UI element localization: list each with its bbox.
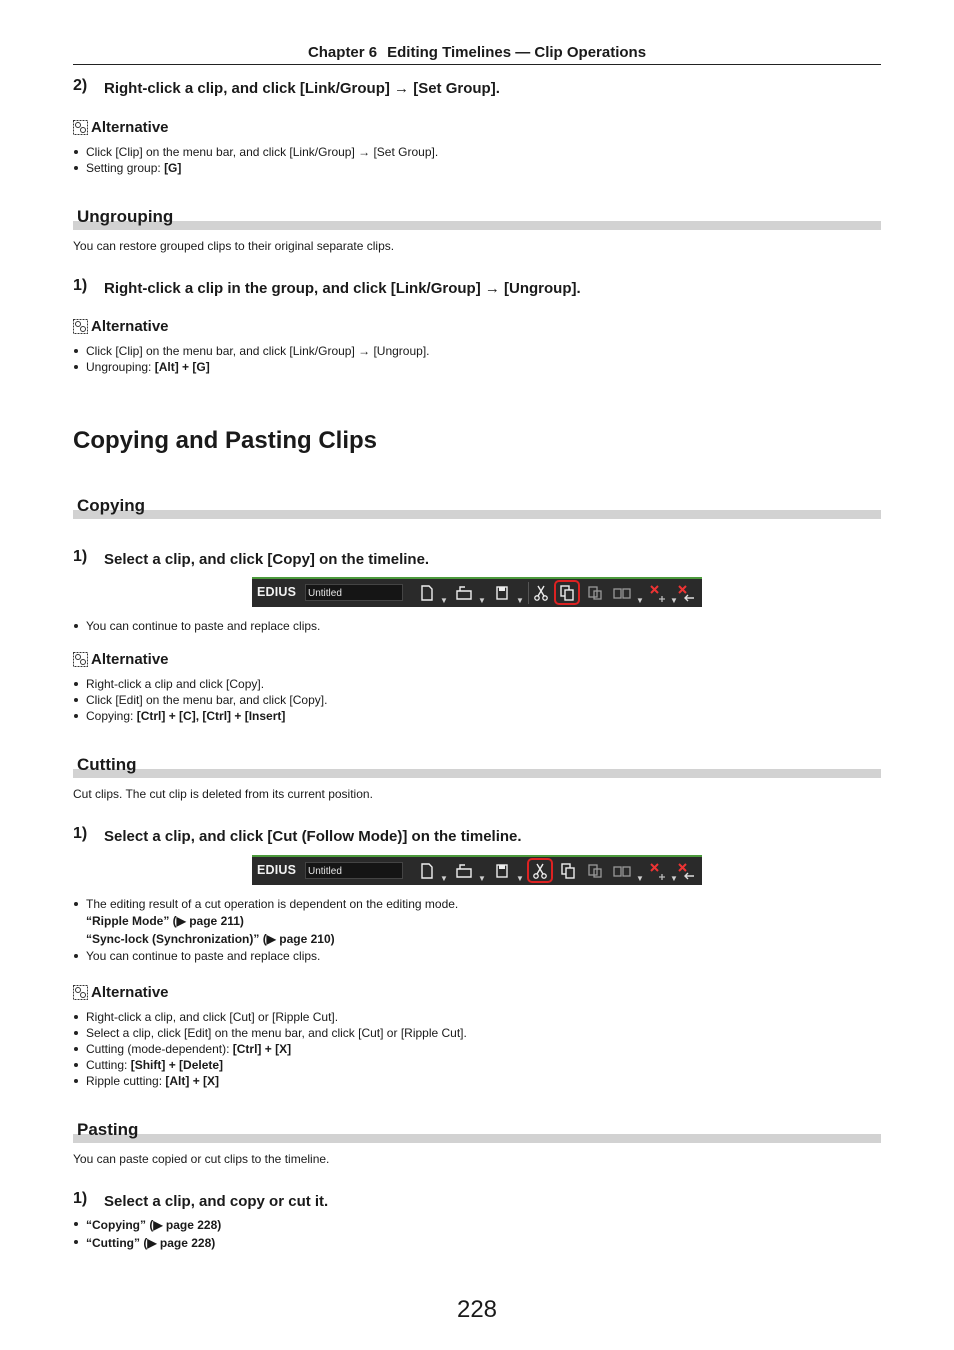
edius-toolbar-copy — [252, 577, 702, 607]
step-copy — [73, 548, 430, 569]
alternative-heading — [73, 651, 169, 668]
delete-icon[interactable] — [648, 583, 668, 603]
paste-icon[interactable] — [585, 861, 605, 881]
section-bar — [73, 1134, 881, 1143]
step-number: 1) — [73, 1190, 88, 1207]
step-number: 2) — [73, 77, 88, 94]
replace-icon[interactable] — [612, 583, 632, 603]
step-number: 1) — [73, 277, 88, 294]
ungrouping-description: You can restore grouped clips to their original separate clips. — [73, 239, 395, 253]
chevron-down-icon[interactable]: ▼ — [440, 874, 448, 883]
chevron-down-icon[interactable]: ▼ — [670, 874, 678, 883]
step-number: 1) — [73, 825, 88, 842]
list-item: Select a clip, click [Edit] on the menu bar, and click [Cut] or [Ripple Cut]. — [73, 1025, 881, 1041]
list-item: Right-click a clip and click [Copy]. — [73, 676, 881, 692]
link-cutting[interactable]: “Cutting” (▶ page 228) — [73, 1234, 881, 1252]
chevron-down-icon[interactable]: ▼ — [440, 596, 448, 605]
section-title-pasting: Pasting — [77, 1120, 139, 1139]
alternative-list — [73, 676, 881, 724]
section-bar — [73, 510, 881, 519]
cut-scissors-icon[interactable] — [530, 861, 550, 881]
toolbar-divider — [528, 582, 529, 604]
alternative-list — [73, 144, 881, 176]
chevron-down-icon[interactable]: ▼ — [478, 596, 486, 605]
step-set-group — [73, 77, 500, 98]
list-item: Click [Clip] on the menu bar, and click [Link/Group] → [Ungroup]. — [73, 343, 881, 359]
step-text: Select a clip, and click [Cut (Follow Mode)] on the timeline. — [104, 828, 522, 845]
edius-logo: EDIUS — [257, 585, 297, 599]
list-item: Click [Clip] on the menu bar, and click [Link/Group] → [Set Group]. — [73, 144, 881, 160]
copy-notes — [73, 618, 881, 634]
alternative-heading — [73, 318, 169, 335]
chevron-down-icon[interactable]: ▼ — [478, 874, 486, 883]
chevron-down-icon[interactable]: ▼ — [636, 874, 644, 883]
list-item: The editing result of a cut operation is dependent on the editing mode. — [73, 896, 881, 912]
alternative-label: Alternative — [91, 984, 169, 1001]
link-sync-lock[interactable]: “Sync-lock (Synchronization)” (▶ page 210) — [86, 932, 335, 946]
new-project-icon[interactable] — [417, 861, 437, 881]
paste-icon[interactable] — [585, 583, 605, 603]
step-text: Select a clip, and click [Copy] on the timeline. — [104, 551, 430, 568]
new-project-icon[interactable] — [417, 583, 437, 603]
section-title-cutting: Cutting — [77, 755, 137, 774]
alternative-list — [73, 1009, 881, 1089]
list-item: Copying: [Ctrl] + [C], [Ctrl] + [Insert] — [73, 708, 881, 724]
alternative-label: Alternative — [91, 119, 169, 136]
chevron-down-icon[interactable]: ▼ — [516, 874, 524, 883]
paste-links — [73, 1216, 881, 1252]
ripple-delete-icon[interactable] — [676, 583, 696, 603]
list-item: Click [Edit] on the menu bar, and click [Copy]. — [73, 692, 881, 708]
step-text: Right-click a clip, and click [Link/Group] → [Set Group]. — [104, 80, 500, 97]
chevron-down-icon[interactable]: ▼ — [670, 596, 678, 605]
alternative-heading — [73, 984, 169, 1001]
edius-toolbar-cut — [252, 855, 702, 885]
alternative-icon — [73, 319, 88, 334]
link-ripple-mode[interactable]: “Ripple Mode” (▶ page 211) — [86, 914, 244, 928]
chapter-header — [73, 44, 881, 65]
ripple-delete-icon[interactable] — [676, 861, 696, 881]
list-item: Cutting: [Shift] + [Delete] — [73, 1057, 881, 1073]
alternative-label: Alternative — [91, 318, 169, 335]
step-text: Select a clip, and copy or cut it. — [104, 1193, 329, 1210]
save-icon[interactable] — [492, 861, 512, 881]
save-icon[interactable] — [492, 583, 512, 603]
delete-icon[interactable] — [648, 861, 668, 881]
cutting-description: Cut clips. The cut clip is deleted from its current position. — [73, 787, 373, 801]
link-copying[interactable]: “Copying” (▶ page 228) — [73, 1216, 881, 1234]
cut-scissors-icon[interactable] — [531, 583, 551, 603]
list-item: You can continue to paste and replace clips. — [73, 618, 881, 634]
list-item: Cutting (mode-dependent): [Ctrl] + [X] — [73, 1041, 881, 1057]
copy-icon[interactable] — [558, 861, 578, 881]
chapter-section-title: Editing Timelines — Clip Operations — [387, 44, 647, 61]
chapter-title: Copying and Pasting Clips — [73, 427, 378, 454]
list-item: Right-click a clip, and click [Cut] or [Ripple Cut]. — [73, 1009, 881, 1025]
copy-icon[interactable] — [557, 583, 577, 603]
replace-icon[interactable] — [612, 861, 632, 881]
step-text: Right-click a clip in the group, and click [Link/Group] → [Ungroup]. — [104, 280, 581, 297]
section-bar — [73, 221, 881, 230]
chevron-down-icon[interactable]: ▼ — [516, 596, 524, 605]
project-name-field[interactable]: Untitled — [305, 584, 403, 601]
cut-notes — [73, 896, 881, 964]
alternative-icon — [73, 985, 88, 1000]
list-item: You can continue to paste and replace clips. — [73, 948, 881, 964]
alternative-icon — [73, 652, 88, 667]
step-paste — [73, 1190, 329, 1211]
open-project-icon[interactable] — [454, 583, 474, 603]
list-item: Ungrouping: [Alt] + [G] — [73, 359, 881, 375]
page-number: 228 — [456, 1296, 498, 1323]
chevron-down-icon[interactable]: ▼ — [636, 596, 644, 605]
section-bar — [73, 769, 881, 778]
step-ungroup — [73, 277, 581, 298]
project-name-field[interactable]: Untitled — [305, 862, 403, 879]
list-item: Ripple cutting: [Alt] + [X] — [73, 1073, 881, 1089]
chapter-label: Chapter 6 — [307, 44, 378, 61]
alternative-label: Alternative — [91, 651, 169, 668]
open-project-icon[interactable] — [454, 861, 474, 881]
alternative-list — [73, 343, 881, 375]
step-number: 1) — [73, 548, 88, 565]
edius-logo: EDIUS — [257, 863, 297, 877]
list-item: Setting group: [G] — [73, 160, 881, 176]
pasting-description: You can paste copied or cut clips to the timeline. — [73, 1152, 330, 1166]
alternative-icon — [73, 120, 88, 135]
section-title-copying: Copying — [77, 496, 145, 515]
step-cut — [73, 825, 522, 846]
section-title-ungrouping: Ungrouping — [77, 207, 174, 226]
alternative-heading — [73, 119, 169, 136]
